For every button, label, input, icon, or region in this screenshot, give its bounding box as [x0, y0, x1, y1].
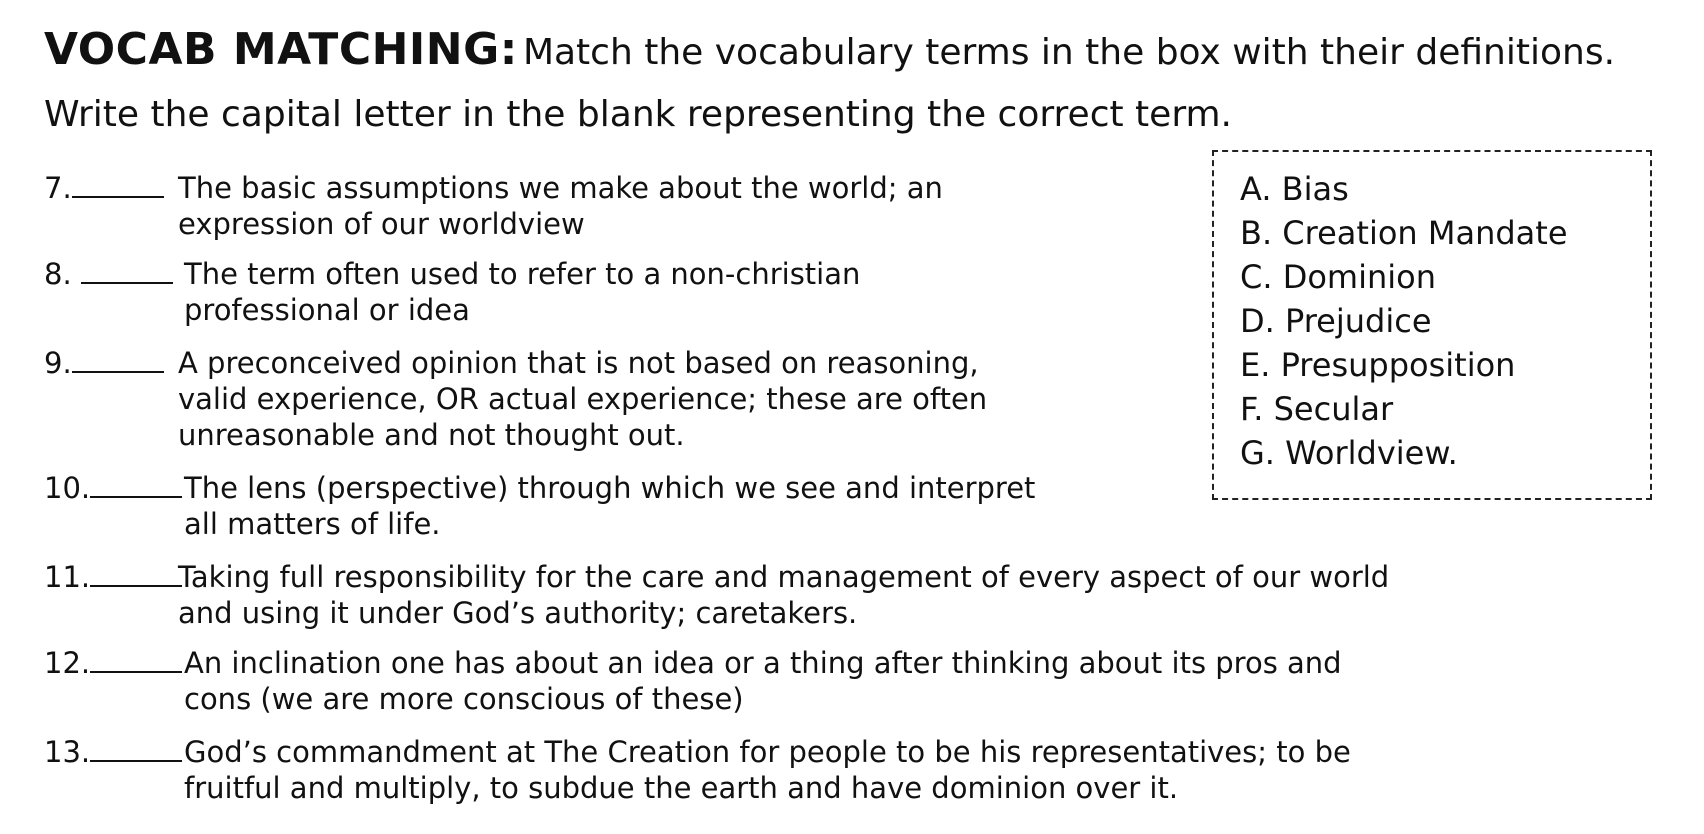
- question-7: [44, 170, 943, 241]
- question-9: [44, 345, 988, 452]
- question-number: 13.: [44, 735, 91, 769]
- question-text-line1: The basic assumptions we make about the world; an: [178, 171, 943, 205]
- answer-blank[interactable]: [72, 194, 164, 198]
- question-12: [44, 645, 1342, 716]
- question-number: 9.: [44, 346, 72, 380]
- term-worldview: G. Worldview.: [1240, 434, 1458, 472]
- question-number: 7.: [44, 171, 72, 205]
- question-number: 10.: [44, 471, 91, 505]
- question-number: 8.: [44, 257, 72, 291]
- question-text-line1: A preconceived opinion that is not based on reasoning,: [178, 346, 979, 380]
- answer-blank[interactable]: [90, 758, 182, 762]
- question-8: [44, 256, 861, 327]
- term-creation-mandate: B. Creation Mandate: [1240, 214, 1568, 252]
- question-text-line1: The lens (perspective) through which we see and interpret: [184, 471, 1036, 505]
- question-text-line1: Taking full responsibility for the care and management of every aspect of our world: [178, 560, 1390, 594]
- term-bias: A. Bias: [1240, 170, 1349, 208]
- term-presupposition: E. Presupposition: [1240, 346, 1516, 384]
- question-text-line1: The term often used to refer to a non-christian: [184, 257, 861, 291]
- answer-blank[interactable]: [90, 583, 182, 587]
- question-10: [44, 470, 1036, 541]
- term-secular: F. Secular: [1240, 390, 1394, 428]
- question-number: 12.: [44, 646, 91, 680]
- word-bank-box: [1212, 150, 1652, 500]
- heading-instruction-line1: Match the vocabulary terms in the box with their definitions.: [522, 32, 1616, 73]
- answer-blank[interactable]: [81, 280, 173, 284]
- question-text-line2: cons (we are more conscious of these): [184, 682, 744, 716]
- heading-instruction-line2: Write the capital letter in the blank representing the correct term.: [44, 94, 1232, 135]
- question-number: 11.: [44, 560, 91, 594]
- question-text-line2: fruitful and multiply, to subdue the earth and have dominion over it.: [184, 771, 1179, 805]
- question-text-line2: valid experience, OR actual experience; these are often: [178, 382, 988, 416]
- term-prejudice: D. Prejudice: [1240, 302, 1432, 340]
- term-dominion: C. Dominion: [1240, 258, 1436, 296]
- answer-blank[interactable]: [72, 369, 164, 373]
- question-11: [44, 559, 1390, 630]
- question-text-line1: God’s commandment at The Creation for people to be his representatives; to be: [184, 735, 1351, 769]
- question-text-line2: expression of our worldview: [178, 207, 585, 241]
- page-heading: [44, 22, 1684, 143]
- question-text-line2: all matters of life.: [184, 507, 441, 541]
- question-text-line2: and using it under God’s authority; caretakers.: [178, 596, 858, 630]
- heading-title: VOCAB MATCHING:: [44, 24, 518, 75]
- answer-blank[interactable]: [90, 669, 182, 673]
- question-13: [44, 734, 1351, 805]
- answer-blank[interactable]: [90, 494, 182, 498]
- question-text-line3: unreasonable and not thought out.: [178, 418, 685, 452]
- question-text-line2: professional or idea: [184, 293, 470, 327]
- question-text-line1: An inclination one has about an idea or a thing after thinking about its pros and: [184, 646, 1342, 680]
